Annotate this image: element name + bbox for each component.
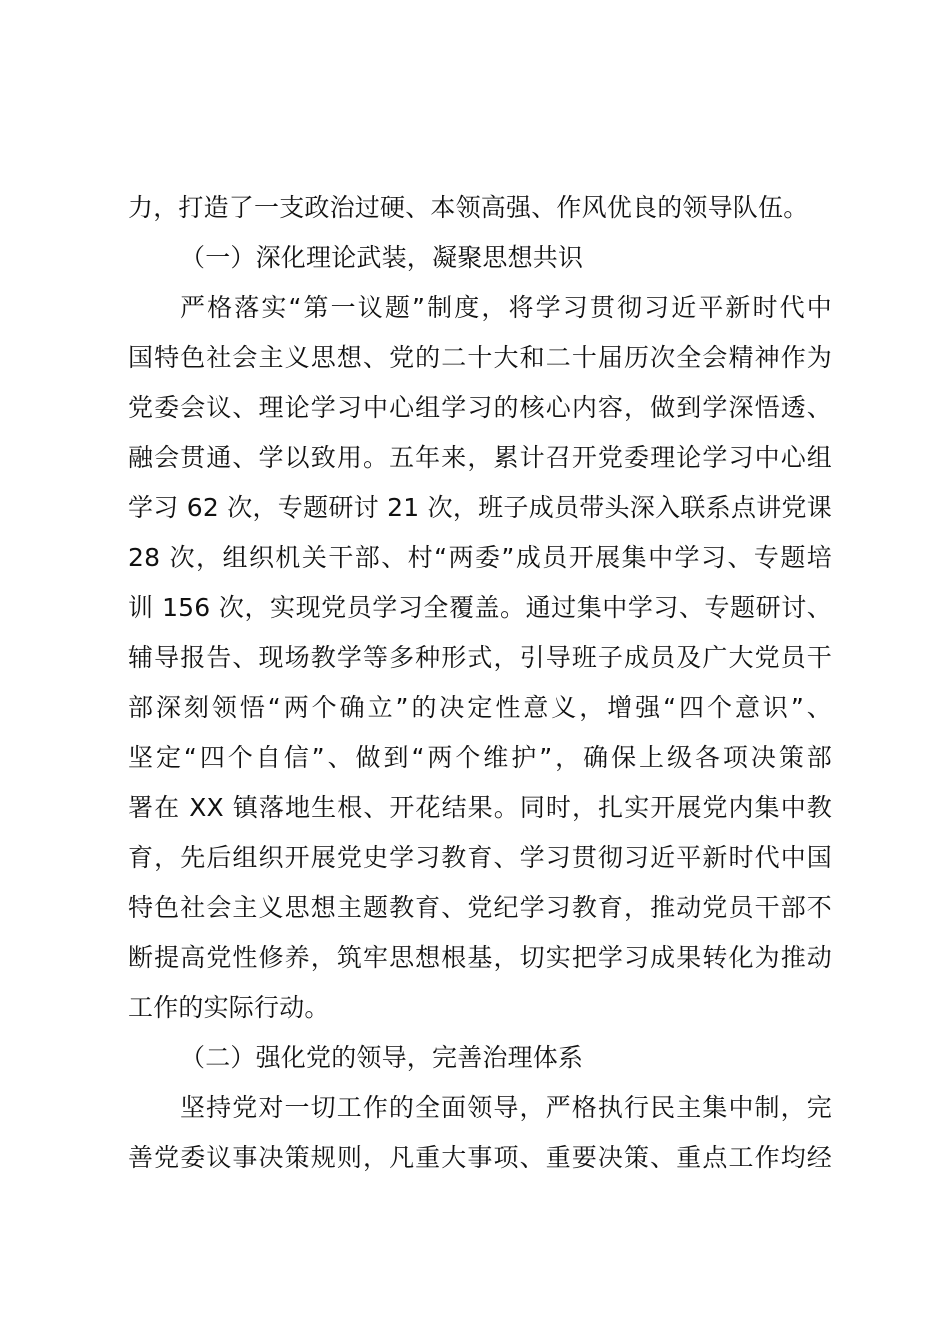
paragraph-line: 署在 XX 镇落地生根、开花结果。同时，扎实开展党内集中教	[128, 793, 832, 822]
paragraph-line: 工作的实际行动。	[128, 993, 330, 1022]
paragraph-line: 坚持党对一切工作的全面领导，严格执行民主集中制，完	[180, 1093, 832, 1122]
document-page	[128, 183, 832, 1183]
paragraph-line: 善党委议事决策规则，凡重大事项、重要决策、重点工作均经	[128, 1143, 832, 1172]
paragraph-line: 部深刻领悟“两个确立”的决定性意义，增强“四个意识”、	[128, 693, 832, 722]
paragraph-tail-line: 力，打造了一支政治过硬、本领高强、作风优良的领导队伍。	[128, 193, 809, 222]
section-heading-1: （一）深化理论武装，凝聚思想共识	[180, 243, 584, 272]
paragraph-line: 训 156 次，实现党员学习全覆盖。通过集中学习、专题研讨、	[128, 593, 832, 622]
section-heading-2: （二）强化党的领导，完善治理体系	[180, 1043, 584, 1072]
paragraph-line: 辅导报告、现场教学等多种形式，引导班子成员及广大党员干	[128, 643, 832, 672]
paragraph-line: 党委会议、理论学习中心组学习的核心内容，做到学深悟透、	[128, 393, 832, 422]
paragraph-line: 断提高党性修养，筑牢思想根基，切实把学习成果转化为推动	[128, 943, 832, 972]
paragraph-line: 特色社会主义思想主题教育、党纪学习教育，推动党员干部不	[128, 893, 832, 922]
paragraph-line: 育，先后组织开展党史学习教育、学习贯彻习近平新时代中国	[128, 843, 832, 872]
paragraph-line: 国特色社会主义思想、党的二十大和二十届历次全会精神作为	[128, 343, 832, 372]
paragraph-party-leadership	[128, 1083, 832, 1183]
paragraph-theory-study	[128, 283, 832, 1033]
paragraph-line: 坚定“四个自信”、做到“两个维护”，确保上级各项决策部	[128, 743, 832, 772]
paragraph-line: 融会贯通、学以致用。五年来，累计召开党委理论学习中心组	[128, 443, 832, 472]
paragraph-line: 28 次，组织机关干部、村“两委”成员开展集中学习、专题培	[128, 543, 832, 572]
paragraph-line: 严格落实“第一议题”制度，将学习贯彻习近平新时代中	[180, 293, 832, 322]
paragraph-line: 学习 62 次，专题研讨 21 次，班子成员带头深入联系点讲党课	[128, 493, 832, 522]
